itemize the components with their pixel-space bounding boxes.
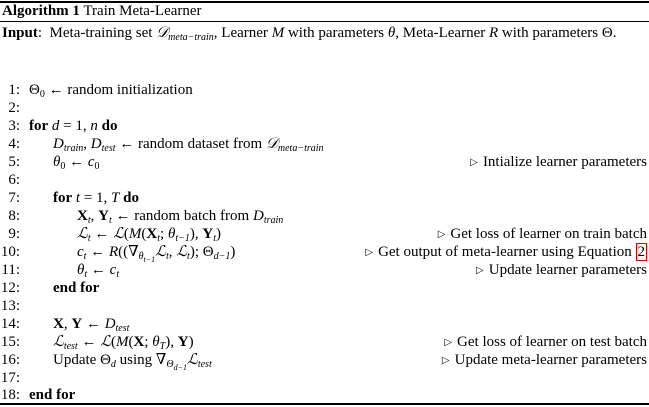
- triangle-icon: ▷: [441, 355, 450, 366]
- line-comment: ▷ Get loss of learner on train batch: [437, 226, 647, 242]
- line-number: 6:: [8, 172, 20, 188]
- triangle-icon: ▷: [476, 265, 484, 276]
- line-comment: ▷ Get loss of learner on test batch: [444, 334, 647, 350]
- equation-ref-link[interactable]: 2: [637, 244, 645, 260]
- line-number: 17:: [0, 370, 20, 386]
- line-number: 12:: [0, 280, 20, 296]
- algo-line-15: [0, 333, 649, 351]
- bottom-rule: [0, 403, 649, 405]
- algo-line-14: [0, 315, 649, 333]
- line-code: Update $\Theta_d$ using $\nabla_{\Theta_{d-1}}ℒ_{test}$: [53, 352, 212, 372]
- algorithm-input: Input: Meta-training set 𝒟$_{meta-train}$, Learner M with parameters θ, Meta-Learner R with parameters Θ.: [2, 25, 617, 43]
- algo-line-1: [0, 81, 649, 99]
- title-rule: [0, 21, 649, 22]
- algorithm-title: [2, 3, 202, 20]
- line-code: end for: [53, 280, 100, 296]
- algo-line-18: [0, 386, 649, 404]
- line-code: ℒ$_{test}$ ← ℒ(M(X; $\theta_T$), Y): [53, 334, 194, 352]
- triangle-icon: ▷: [444, 337, 453, 348]
- line-code: $\theta_t$ ← $c_t$: [77, 262, 120, 280]
- line-comment: ▷ Update meta-learner parameters: [441, 352, 647, 368]
- line-number: 3:: [8, 118, 20, 134]
- line-code: $c_t$ ← $R((\nabla_{\theta_{t-1}}ℒ_t$, ℒ$_t$); $\Theta_{d-1}$): [77, 244, 236, 264]
- algorithm-name: Train Meta-Learner: [83, 3, 202, 19]
- line-number: 11:: [1, 262, 20, 278]
- line-code: $X_t$, $Y_t$ ← random batch from $D_{train}$: [77, 208, 284, 226]
- triangle-icon: ▷: [470, 157, 478, 168]
- algo-line-16: [0, 351, 649, 372]
- line-code: $D_{train}$, $D_{test}$ ← random dataset from 𝒟$_{meta-train}$: [53, 136, 324, 154]
- algo-line-2: [0, 99, 649, 117]
- algo-line-5: [0, 153, 649, 171]
- line-number: 10:: [0, 244, 20, 260]
- line-code: $\Theta_0$ ← random initialization: [29, 82, 193, 100]
- line-code: $\theta_0$ ← $c_0$: [53, 154, 100, 172]
- algorithm-label: Algorithm 1: [2, 3, 80, 19]
- line-number: 16:: [0, 352, 20, 368]
- algo-line-17: [0, 369, 649, 387]
- line-comment: ▷ Update learner parameters: [476, 262, 647, 278]
- algo-line-13: [0, 297, 649, 315]
- algo-line-4: [0, 135, 649, 153]
- input-label: Input: [2, 25, 38, 41]
- algo-line-11: [0, 261, 649, 279]
- line-code: for t = 1, T do: [53, 190, 139, 206]
- algo-line-9: [0, 225, 649, 243]
- line-number: 14:: [0, 316, 20, 332]
- line-code: X, Y ← $D_{test}$: [53, 316, 130, 334]
- line-number: 5:: [8, 154, 20, 170]
- line-code: ℒ$_t$ ← $ℒ(M(X_t$; $\theta_{t-1}$), $Y_t$): [77, 226, 221, 244]
- line-number: 13:: [0, 298, 20, 314]
- algo-line-10: [0, 243, 649, 264]
- line-comment: ▷ Intialize learner parameters: [470, 154, 647, 170]
- line-number: 9:: [8, 226, 20, 242]
- line-number: 4:: [8, 136, 20, 152]
- algo-line-8: [0, 207, 649, 225]
- line-number: 7:: [8, 190, 20, 206]
- line-code: for d = 1, n do: [29, 118, 118, 134]
- line-code: end for: [29, 387, 76, 403]
- algo-line-6: [0, 171, 649, 189]
- algo-line-7: [0, 189, 649, 207]
- line-number: 15:: [0, 334, 20, 350]
- line-number: 8:: [8, 208, 20, 224]
- triangle-icon: ▷: [437, 229, 446, 240]
- algo-line-3: [0, 117, 649, 135]
- algo-line-12: [0, 279, 649, 297]
- line-number: 18:: [0, 387, 20, 403]
- line-number: 1:: [8, 82, 20, 98]
- triangle-icon: ▷: [365, 247, 374, 258]
- line-comment: ▷ Get output of meta-learner using Equation 2: [365, 244, 645, 260]
- line-number: 2:: [8, 100, 20, 116]
